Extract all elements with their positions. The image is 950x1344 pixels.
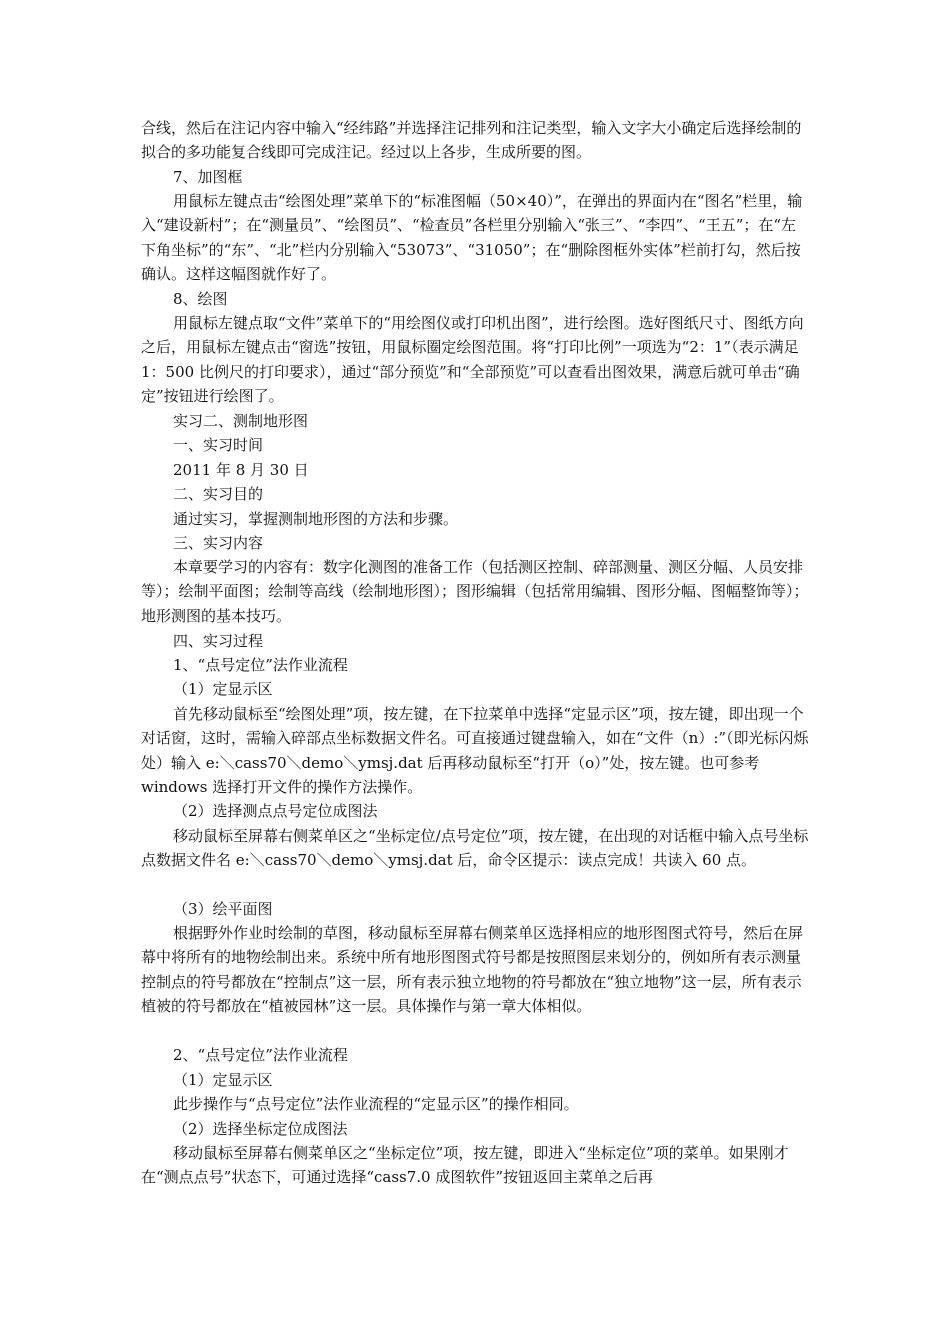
section-heading: 二、实习目的 — [173, 485, 264, 503]
section-heading: 四、实习过程 — [173, 632, 264, 650]
paragraph: 首先移动鼠标至“绘图处理”项，按左键，在下拉菜单中选择“定显示区”项，按左键，即出现一个对话窗，这时，需输入碎部点坐标数据文件名。可直接通过键盘输入，如在“文件（n）:”（即光标闪烁处）输入 e:＼cass70＼demo＼ymsj.dat 后再移动鼠标至“打开（o）”处，按左键。也可参考 windows 选择打开文件的操作方法操作。 — [141, 705, 809, 796]
subsection-heading: （1）定显示区 — [173, 1071, 273, 1089]
subsection-heading: （2）选择测点点号定位成图法 — [173, 802, 378, 820]
subsection-heading: （3）绘平面图 — [173, 900, 273, 918]
section-heading: 8、绘图 — [173, 290, 228, 308]
section-heading: 一、实习时间 — [173, 436, 264, 454]
subsection-heading: （2）选择坐标定位成图法 — [173, 1120, 348, 1138]
paragraph: 通过实习，掌握测制地形图的方法和步骤。 — [173, 510, 459, 528]
section-heading: 1、“点号定位”法作业流程 — [173, 656, 348, 674]
section-heading: 三、实习内容 — [173, 534, 264, 552]
section-heading: 实习二、测制地形图 — [173, 412, 309, 430]
paragraph: 本章要学习的内容有：数字化测图的准备工作（包括测区控制、碎部测量、测区分幅、人员安排等）；绘制平面图；绘制等高线（绘制地形图）；图形编辑（包括常用编辑、图形分幅、图幅整饰等）；地形测图的基本技巧。 — [141, 558, 809, 625]
paragraph: 合线，然后在注记内容中输入“经纬路”并选择注记排列和注记类型，输入文字大小确定后选择绘制的拟合的多功能复合线即可完成注记。经过以上各步，生成所要的图。 — [141, 119, 802, 162]
paragraph: 根据野外作业时绘制的草图，移动鼠标至屏幕右侧菜单区选择相应的地形图图式符号，然后在屏幕中将所有的地物绘制出来。系统中所有地形图图式符号都是按照图层来划分的，例如所有表示测量控制点的符号都放在“控制点”这一层，所有表示独立地物的符号都放在“独立地物”这一层，所有表示植被的符号都放在“植被园林”这一层。具体操作与第一章大体相似。 — [141, 924, 804, 1015]
section-heading: 2、“点号定位”法作业流程 — [173, 1046, 348, 1064]
paragraph: 移动鼠标至屏幕右侧菜单区之“坐标定位”项，按左键，即进入“坐标定位”项的菜单。如果刚才在“测点点号”状态下，可通过选择“cass7.0 成图软件”按钮返回主菜单之后再 — [141, 1144, 789, 1187]
date-text: 2011 年 8 月 30 日 — [173, 461, 309, 479]
paragraph: 用鼠标左键点击“绘图处理”菜单下的“标准图幅（50×40）”，在弹出的界面内在“图名”栏里，输入“建设新村”；在“测量员”、“绘图员”、“检查员”各栏里分别输入“张三”、“李四”、“王五”；在“左下角坐标”的“东”、“北”栏内分别输入“53073”、“31050”；在“删除图框外实体”栏前打勾，然后按确认。这样这幅图就作好了。 — [141, 192, 803, 283]
paragraph: 移动鼠标至屏幕右侧菜单区之“坐标定位/点号定位”项，按左键，在出现的对话框中输入点号坐标点数据文件名 e:＼cass70＼demo＼ymsj.dat 后，命令区提示：读点完成！共读入 60 点。 — [141, 827, 809, 870]
subsection-heading: （1）定显示区 — [173, 680, 273, 698]
section-heading: 7、加图框 — [173, 168, 243, 186]
paragraph: 此步操作与“点号定位”法作业流程的“定显示区”的操作相同。 — [173, 1095, 579, 1113]
paragraph: 用鼠标左键点取“文件”菜单下的“用绘图仪或打印机出图”，进行绘图。选好图纸尺寸、图纸方向之后，用鼠标左键点击“窗选”按钮，用鼠标圈定绘图范围。将“打印比例”一项选为“2：1”（表示满足 1：500 比例尺的打印要求），通过“部分预览”和“全部预览”可以查看出图效果，满意后就可单击“确定”按钮进行绘图了。 — [141, 314, 804, 405]
